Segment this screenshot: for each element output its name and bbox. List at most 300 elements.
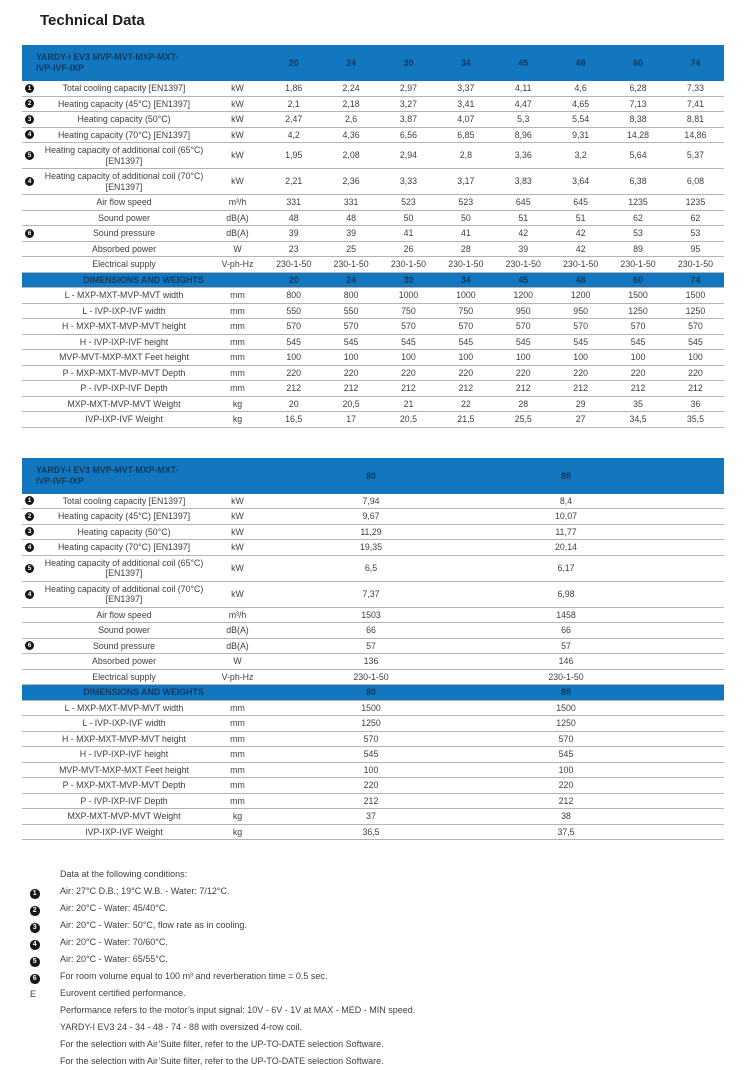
table-row <box>22 303 724 319</box>
footnote-marker-icon: 6 <box>30 974 40 984</box>
footnote-row <box>30 953 746 968</box>
cell-value: 100 <box>380 350 437 366</box>
row-label-text: L - MXP-MXT-MVP-MVT width <box>64 290 184 300</box>
row-label-text: P - IVP-IXP-IVF Depth <box>80 383 168 393</box>
footnote-marker-slot <box>30 987 60 1000</box>
row-unit: kW <box>210 494 265 509</box>
footnote-marker-slot <box>30 1004 60 1005</box>
row-unit: mm <box>210 303 265 319</box>
cell-value: 7,33 <box>667 81 724 96</box>
cell-value: 20,5 <box>322 396 379 412</box>
cell-value: 39 <box>265 226 322 242</box>
footnote-marker-icon: 1 <box>25 496 34 505</box>
cell-value: 1250 <box>477 716 655 732</box>
footnote-text: For the selection with Air’Suite filter, refer to the UP-TO-DATE selection Software. <box>60 1039 384 1049</box>
row-label-cell <box>22 112 210 128</box>
cell-value: 220 <box>609 365 666 381</box>
row-label <box>22 321 210 332</box>
cell-value: 645 <box>552 195 609 211</box>
table-row <box>22 143 724 169</box>
cell-value: 7,94 <box>265 494 477 509</box>
row-label-text: MXP-MXT-MVP-MVT Weight <box>67 811 181 821</box>
row-label <box>22 352 210 363</box>
cell-value: 3,87 <box>380 112 437 128</box>
cell-value: 22 <box>437 396 494 412</box>
cell-value: 6,28 <box>609 81 666 96</box>
table-row <box>22 731 724 747</box>
cell-value: 220 <box>667 365 724 381</box>
row-label-cell <box>22 96 210 112</box>
row-label <box>22 337 210 348</box>
marker-placeholder <box>25 291 34 300</box>
row-unit: dB(A) <box>210 623 265 639</box>
cell-value: 212 <box>552 381 609 397</box>
table-row <box>22 319 724 335</box>
cell-value: 331 <box>265 195 322 211</box>
row-label-cell <box>22 638 210 654</box>
row-label-cell <box>22 793 210 809</box>
cell-value: 570 <box>495 319 552 335</box>
cell-value: 136 <box>265 654 477 670</box>
cell-value: 3,33 <box>380 169 437 195</box>
row-label-cell <box>22 210 210 226</box>
row-label-text: Air flow speed <box>96 609 152 620</box>
table-row <box>22 112 724 128</box>
row-label-text: MVP-MVT-MXP-MXT Feet height <box>59 352 189 362</box>
cell-value: 230-1-50 <box>322 257 379 273</box>
cell-value: 4,2 <box>265 127 322 143</box>
cell-filler <box>655 494 724 509</box>
row-unit: kW <box>210 524 265 540</box>
cell-value: 212 <box>322 381 379 397</box>
row-label <box>22 114 210 125</box>
footnote-marker-slot <box>30 919 60 933</box>
table-row <box>22 96 724 112</box>
footnote-marker-slot <box>30 885 60 899</box>
row-label <box>22 213 210 224</box>
table-row <box>22 607 724 623</box>
row-unit: kW <box>210 81 265 96</box>
row-unit: kW <box>210 143 265 169</box>
footnote-marker-icon: 3 <box>25 115 34 124</box>
cell-value: 35 <box>609 396 666 412</box>
row-unit: mm <box>210 319 265 335</box>
cell-value: 800 <box>265 288 322 304</box>
row-label <box>22 130 210 141</box>
row-unit: kW <box>210 96 265 112</box>
footnote-intro-row <box>30 868 746 883</box>
row-label-cell <box>22 509 210 525</box>
cell-value: 220 <box>477 778 655 794</box>
row-label-text: Heating capacity (45°C) [EN1397] <box>57 98 191 109</box>
row-label <box>22 145 210 166</box>
table-row <box>22 762 724 778</box>
cell-filler <box>655 793 724 809</box>
cell-value: 550 <box>265 303 322 319</box>
row-label-text: L - IVP-IXP-IVF width <box>82 305 166 316</box>
row-label <box>22 584 210 605</box>
cell-value: 62 <box>667 210 724 226</box>
row-label-cell <box>22 169 210 195</box>
row-label <box>22 259 210 270</box>
table-row <box>22 700 724 716</box>
row-label <box>22 306 210 317</box>
cell-value: 523 <box>380 195 437 211</box>
marker-placeholder <box>25 260 34 269</box>
row-label-cell <box>22 762 210 778</box>
table-title-line: YARDY-I EV3 MVP-MVT-MXP-MXT- <box>36 52 179 62</box>
cell-value: 1000 <box>437 288 494 304</box>
cell-value: 51 <box>552 210 609 226</box>
cell-value: 1458 <box>477 607 655 623</box>
marker-placeholder <box>25 657 34 666</box>
footnote-row <box>30 902 746 917</box>
row-label-cell <box>22 716 210 732</box>
row-label-cell <box>22 241 210 257</box>
row-label-text: Heating capacity (70°C) [EN1397] <box>57 129 191 140</box>
table-row <box>22 365 724 381</box>
row-unit: dB(A) <box>210 638 265 654</box>
marker-placeholder <box>25 781 34 790</box>
cell-value: 220 <box>322 365 379 381</box>
row-label-text: Sound pressure <box>92 228 156 238</box>
cell-value: 545 <box>437 334 494 350</box>
footnote-row <box>30 970 746 985</box>
cell-value: 230-1-50 <box>437 257 494 273</box>
table-row <box>22 638 724 654</box>
cell-value: 1503 <box>265 607 477 623</box>
row-label-cell <box>22 607 210 623</box>
cell-value: 212 <box>380 381 437 397</box>
cell-value: 4,65 <box>552 96 609 112</box>
row-label-text: Heating capacity of additional coil (70°C) [EN1397] <box>44 583 204 604</box>
cell-value: 3,64 <box>552 169 609 195</box>
spec-table-sizes-80-88 <box>22 458 746 841</box>
row-label-text: H - MXP-MXT-MVP-MVT height <box>62 321 186 331</box>
table-row <box>22 396 724 412</box>
row-label-cell <box>22 226 210 242</box>
footnote-marker-icon: 4 <box>25 130 34 139</box>
data-table <box>22 458 724 841</box>
cell-filler <box>655 824 724 840</box>
row-label <box>22 656 210 667</box>
cell-value: 10,07 <box>477 509 655 525</box>
cell-value: 11,77 <box>477 524 655 540</box>
row-label <box>22 511 210 522</box>
cell-value: 3,17 <box>437 169 494 195</box>
cell-value: 1250 <box>265 716 477 732</box>
cell-value: 220 <box>552 365 609 381</box>
cell-value: 5,3 <box>495 112 552 128</box>
table-row <box>22 509 724 525</box>
marker-placeholder <box>25 415 34 424</box>
footnote-text: Performance refers to the motor’s input signal: 10V - 6V - 1V at MAX - MED - MIN speed. <box>60 1005 416 1015</box>
table-row <box>22 127 724 143</box>
footnote-row <box>30 1038 746 1053</box>
table-title <box>22 45 265 81</box>
cell-value: 2,08 <box>322 143 379 169</box>
cell-value: 1250 <box>609 303 666 319</box>
footnote-marker-icon: 4 <box>30 940 40 950</box>
cell-value: 6,98 <box>477 581 655 607</box>
size-column-header: 24 <box>322 45 379 81</box>
cell-value: 38 <box>477 809 655 825</box>
table-header-row <box>22 458 724 494</box>
cell-value: 57 <box>477 638 655 654</box>
cell-value: 95 <box>667 241 724 257</box>
footnote-marker-icon: 5 <box>25 151 34 160</box>
footnote-text: Air: 27°C D.B.; 19°C W.B. - Water: 7/12°C. <box>60 886 230 896</box>
table-row <box>22 81 724 96</box>
cell-value: 1235 <box>609 195 666 211</box>
row-unit: mm <box>210 747 265 763</box>
cell-filler <box>655 540 724 556</box>
cell-value: 25,5 <box>495 412 552 428</box>
footnote-marker-slot <box>30 1055 60 1056</box>
row-label <box>22 625 210 636</box>
marker-placeholder <box>25 672 34 681</box>
row-unit: kg <box>210 809 265 825</box>
table-row <box>22 581 724 607</box>
table-row <box>22 241 724 257</box>
row-label <box>22 244 210 255</box>
cell-value: 48 <box>322 210 379 226</box>
cell-value: 1500 <box>477 700 655 716</box>
cell-value: 42 <box>552 226 609 242</box>
cell-value: 3,27 <box>380 96 437 112</box>
cell-value: 28 <box>495 396 552 412</box>
footnote-marker-slot <box>30 970 60 984</box>
cell-value: 51 <box>495 210 552 226</box>
cell-value: 5,54 <box>552 112 609 128</box>
row-unit: kW <box>210 581 265 607</box>
table-row <box>22 669 724 685</box>
cell-value: 2,36 <box>322 169 379 195</box>
row-unit: W <box>210 241 265 257</box>
cell-value: 66 <box>265 623 477 639</box>
row-label-cell <box>22 303 210 319</box>
cell-value: 100 <box>265 350 322 366</box>
row-unit: kg <box>210 396 265 412</box>
cell-value: 42 <box>552 241 609 257</box>
row-unit: V-ph-Hz <box>210 257 265 273</box>
cell-value: 100 <box>552 350 609 366</box>
marker-placeholder <box>25 353 34 362</box>
row-label-text: Sound pressure <box>92 640 156 651</box>
size-column-header: 88 <box>477 458 655 494</box>
cell-value: 645 <box>495 195 552 211</box>
table-row <box>22 809 724 825</box>
cell-value: 146 <box>477 654 655 670</box>
cell-value: 750 <box>437 303 494 319</box>
cell-value: 50 <box>380 210 437 226</box>
footnote-marker-icon: 5 <box>25 564 34 573</box>
row-unit: mm <box>210 716 265 732</box>
cell-filler <box>655 509 724 525</box>
row-unit: kW <box>210 127 265 143</box>
cell-value: 8,38 <box>609 112 666 128</box>
marker-placeholder <box>25 213 34 222</box>
cell-value: 8,81 <box>667 112 724 128</box>
table-header-row <box>22 45 724 81</box>
marker-placeholder <box>30 868 60 869</box>
cell-value: 26 <box>380 241 437 257</box>
marker-placeholder <box>25 719 34 728</box>
row-label <box>22 290 210 301</box>
cell-value: 37 <box>265 809 477 825</box>
cell-value: 331 <box>322 195 379 211</box>
table-row <box>22 334 724 350</box>
cell-value: 20,14 <box>477 540 655 556</box>
footnote-marker-icon: 4 <box>25 177 34 186</box>
cell-value: 550 <box>322 303 379 319</box>
cell-value: 1,95 <box>265 143 322 169</box>
footnote-text: YARDY-I EV3 24 - 34 - 48 - 74 - 88 with oversized 4-row coil. <box>60 1022 303 1032</box>
row-unit: mm <box>210 381 265 397</box>
cell-value: 1235 <box>667 195 724 211</box>
footnote-marker-icon: 1 <box>25 84 34 93</box>
cell-value: 1500 <box>609 288 666 304</box>
cell-value: 800 <box>322 288 379 304</box>
table-row <box>22 654 724 670</box>
cell-filler <box>655 762 724 778</box>
dimensions-header-row <box>22 272 724 288</box>
cell-value: 212 <box>495 381 552 397</box>
row-label-text: Total cooling capacity [EN1397] <box>62 83 186 93</box>
cell-filler <box>655 623 724 639</box>
marker-placeholder <box>25 734 34 743</box>
cell-value: 3,37 <box>437 81 494 96</box>
cell-value: 212 <box>265 793 477 809</box>
cell-value: 14,28 <box>609 127 666 143</box>
size-column-header: 80 <box>265 685 477 701</box>
cell-value: 6,85 <box>437 127 494 143</box>
cell-value: 27 <box>552 412 609 428</box>
size-column-header: 88 <box>477 685 655 701</box>
footnote-marker-slot <box>30 953 60 967</box>
cell-value: 220 <box>437 365 494 381</box>
row-label-cell <box>22 824 210 840</box>
footnote-marker-icon: 2 <box>30 906 40 916</box>
cell-value: 6,56 <box>380 127 437 143</box>
cell-filler <box>655 524 724 540</box>
row-label-text: L - MXP-MXT-MVP-MVT width <box>64 702 184 713</box>
size-column-header: 30 <box>380 45 437 81</box>
row-label <box>22 749 210 760</box>
table-row <box>22 747 724 763</box>
footnote-row <box>30 1055 746 1070</box>
row-label-cell <box>22 288 210 304</box>
row-unit: mm <box>210 731 265 747</box>
cell-filler <box>655 669 724 685</box>
cell-value: 21 <box>380 396 437 412</box>
cell-value: 4,36 <box>322 127 379 143</box>
cell-value: 9,67 <box>265 509 477 525</box>
row-label-cell <box>22 381 210 397</box>
row-label <box>22 383 210 394</box>
footnote-intro-text: Data at the following conditions: <box>60 869 188 879</box>
marker-placeholder <box>25 765 34 774</box>
size-column-header: 30 <box>380 272 437 288</box>
cell-value: 570 <box>322 319 379 335</box>
row-label <box>22 780 210 791</box>
cell-value: 4,47 <box>495 96 552 112</box>
cell-filler <box>655 581 724 607</box>
marker-placeholder <box>25 827 34 836</box>
cell-value: 570 <box>552 319 609 335</box>
marker-placeholder <box>25 626 34 635</box>
row-label-cell <box>22 623 210 639</box>
cell-value: 19,35 <box>265 540 477 556</box>
cell-value: 545 <box>495 334 552 350</box>
page-title: Technical Data <box>40 12 145 29</box>
footnote-marker-icon: 6 <box>25 641 34 650</box>
row-label-text: P - MXP-MXT-MVP-MVT Depth <box>62 780 186 790</box>
marker-placeholder <box>25 610 34 619</box>
cell-value: 53 <box>667 226 724 242</box>
spec-table-sizes-20-74 <box>22 45 746 428</box>
table-row <box>22 555 724 581</box>
row-label-cell <box>22 494 210 509</box>
row-label-text: Total cooling capacity [EN1397] <box>62 495 186 506</box>
cell-value: 25 <box>322 241 379 257</box>
row-label <box>22 672 210 683</box>
row-label <box>22 641 210 652</box>
row-label <box>22 527 210 538</box>
row-unit: mm <box>210 350 265 366</box>
marker-placeholder <box>25 384 34 393</box>
cell-value: 57 <box>265 638 477 654</box>
table-row <box>22 716 724 732</box>
cell-value: 100 <box>265 762 477 778</box>
cell-value: 212 <box>437 381 494 397</box>
row-label-text: L - IVP-IXP-IVF width <box>82 718 166 728</box>
row-label-text: Heating capacity of additional coil (65°C) [EN1397] <box>44 557 204 578</box>
cell-value: 20 <box>265 396 322 412</box>
footnote-marker-icon: 4 <box>25 590 34 599</box>
cell-value: 570 <box>609 319 666 335</box>
cell-value: 100 <box>437 350 494 366</box>
row-unit: mm <box>210 288 265 304</box>
row-unit: m³/h <box>210 195 265 211</box>
footnote-text: Air: 20°C - Water: 45/40°C. <box>60 903 168 913</box>
cell-value: 545 <box>609 334 666 350</box>
row-label-text: Heating capacity (50°C) <box>77 526 171 537</box>
cell-value: 50 <box>437 210 494 226</box>
table-row <box>22 412 724 428</box>
cell-value: 545 <box>322 334 379 350</box>
row-label <box>22 610 210 621</box>
cell-value: 28 <box>437 241 494 257</box>
footnote-text: Eurovent certified performance. <box>60 988 186 998</box>
cell-value: 9,31 <box>552 127 609 143</box>
footnote-marker-icon: 2 <box>25 99 34 108</box>
footnote-text: Air: 20°C - Water: 65/55°C. <box>60 954 168 964</box>
marker-placeholder <box>25 306 34 315</box>
marker-placeholder <box>25 703 34 712</box>
cell-value: 230-1-50 <box>265 257 322 273</box>
cell-value: 4,6 <box>552 81 609 96</box>
row-label-text: Heating capacity of additional coil (70°C) [EN1397] <box>44 171 204 192</box>
table-title-line: YARDY-I EV3 MVP-MVT-MXP-MXT- <box>36 464 179 475</box>
size-column-header: 48 <box>552 272 609 288</box>
row-label-text: Electrical supply <box>92 259 156 269</box>
cell-value: 41 <box>380 226 437 242</box>
cell-value: 2,21 <box>265 169 322 195</box>
size-column-header: 60 <box>609 272 666 288</box>
table-row <box>22 623 724 639</box>
cell-value: 4,11 <box>495 81 552 96</box>
